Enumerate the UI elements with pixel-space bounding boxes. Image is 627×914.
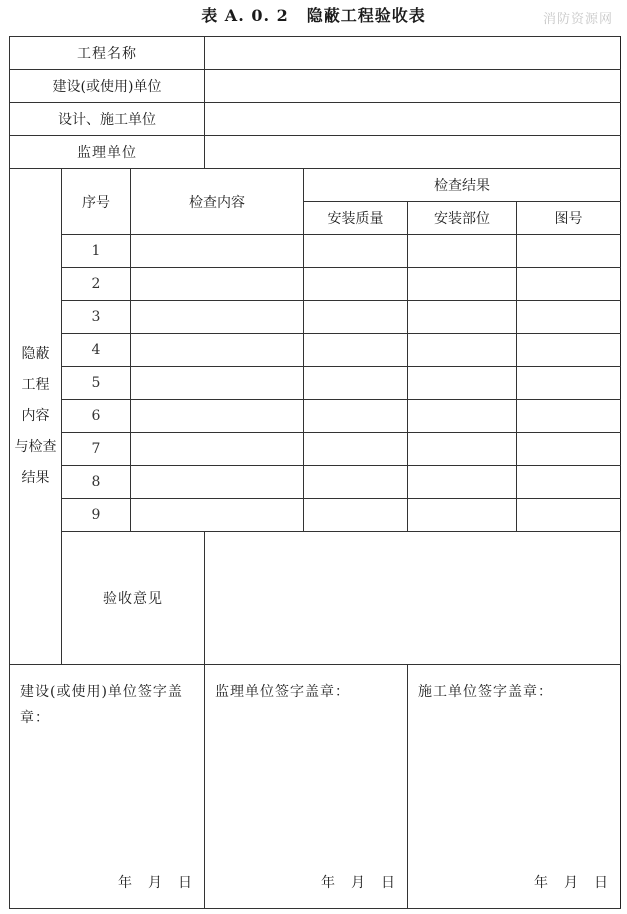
date-year: 年 (534, 875, 549, 891)
quality-cell[interactable] (304, 235, 408, 268)
date-day: 日 (594, 875, 609, 891)
side-label-line: 隐蔽 (21, 345, 50, 362)
date-month: 月 (564, 875, 579, 891)
form-title (0, 4, 627, 28)
side-label-line: 内容 (21, 407, 50, 424)
table-row (10, 433, 621, 466)
table-row (10, 301, 621, 334)
construction-signature-label: 施工单位签字盖章： (418, 683, 554, 700)
quality-cell[interactable] (304, 499, 408, 532)
drawing-cell[interactable] (517, 334, 621, 367)
opinion-label: 验收意见 (62, 532, 205, 664)
supervision-unit-label: 监理单位 (10, 136, 205, 169)
date-year: 年 (321, 875, 336, 891)
quality-cell[interactable] (304, 367, 408, 400)
row-number: 6 (62, 400, 131, 433)
table-row (10, 499, 621, 532)
content-cell[interactable] (131, 499, 304, 532)
drawing-cell[interactable] (517, 268, 621, 301)
col-header-content: 检查内容 (131, 169, 304, 235)
quality-cell[interactable] (304, 268, 408, 301)
info-row-design-construction (10, 103, 621, 136)
project-name-label: 工程名称 (10, 37, 205, 70)
position-cell[interactable] (408, 367, 517, 400)
side-label-line: 与检查 (14, 438, 57, 455)
content-cell[interactable] (131, 301, 304, 334)
opinion-row (10, 532, 621, 664)
owner-signature-box[interactable] (10, 664, 205, 908)
signature-row (10, 664, 621, 908)
content-cell[interactable] (131, 466, 304, 499)
position-cell[interactable] (408, 466, 517, 499)
position-cell[interactable] (408, 433, 517, 466)
supervision-signature-label: 监理单位签字盖章： (215, 683, 351, 700)
quality-cell[interactable] (304, 400, 408, 433)
owner-unit-field[interactable] (205, 70, 621, 103)
side-label-line: 工程 (21, 376, 50, 393)
position-cell[interactable] (408, 334, 517, 367)
date-day: 日 (178, 875, 193, 891)
acceptance-form-table (9, 36, 621, 909)
info-row-supervision-unit (10, 136, 621, 169)
hidden-works-side-label (10, 169, 62, 664)
project-name-field[interactable] (205, 37, 621, 70)
content-cell[interactable] (131, 367, 304, 400)
quality-cell[interactable] (304, 301, 408, 334)
side-label-line: 结果 (21, 469, 50, 486)
content-cell[interactable] (131, 334, 304, 367)
quality-cell[interactable] (304, 433, 408, 466)
col-header-result: 检查结果 (304, 169, 621, 202)
position-cell[interactable] (408, 499, 517, 532)
date-year: 年 (118, 875, 133, 891)
supervision-signature-date (305, 872, 395, 892)
design-construction-label: 设计、施工单位 (10, 103, 205, 136)
date-day: 日 (381, 875, 396, 891)
position-cell[interactable] (408, 400, 517, 433)
drawing-cell[interactable] (517, 400, 621, 433)
watermark: 消防资源网 (542, 12, 613, 27)
position-cell[interactable] (408, 301, 517, 334)
supervision-signature-box[interactable] (205, 664, 408, 908)
table-title: 隐蔽工程验收表 (306, 6, 426, 25)
drawing-cell[interactable] (517, 301, 621, 334)
supervision-unit-field[interactable] (205, 136, 621, 169)
info-row-project-name (10, 37, 621, 70)
info-row-owner-unit (10, 70, 621, 103)
design-construction-field[interactable] (205, 103, 621, 136)
table-row (10, 367, 621, 400)
construction-signature-box[interactable] (408, 664, 621, 908)
drawing-cell[interactable] (517, 499, 621, 532)
opinion-field[interactable] (205, 532, 621, 664)
row-number: 8 (62, 466, 131, 499)
table-number: 表 A. 0. 2 (201, 6, 289, 25)
table-row (10, 268, 621, 301)
content-cell[interactable] (131, 433, 304, 466)
position-cell[interactable] (408, 268, 517, 301)
drawing-cell[interactable] (517, 433, 621, 466)
construction-signature-date (518, 872, 608, 892)
quality-cell[interactable] (304, 466, 408, 499)
row-number: 4 (62, 334, 131, 367)
col-header-seq: 序号 (62, 169, 131, 235)
hidden-header-row (10, 169, 621, 202)
position-cell[interactable] (408, 235, 517, 268)
owner-unit-label: 建设(或使用)单位 (10, 70, 205, 103)
table-row (10, 400, 621, 433)
owner-signature-label: 建设(或使用)单位签字盖章： (20, 683, 183, 726)
table-row (10, 334, 621, 367)
content-cell[interactable] (131, 268, 304, 301)
owner-signature-date (102, 872, 192, 892)
date-month: 月 (148, 875, 163, 891)
row-number: 7 (62, 433, 131, 466)
table-row (10, 466, 621, 499)
col-header-drawing-number: 图号 (517, 202, 621, 235)
drawing-cell[interactable] (517, 235, 621, 268)
drawing-cell[interactable] (517, 466, 621, 499)
drawing-cell[interactable] (517, 367, 621, 400)
content-cell[interactable] (131, 235, 304, 268)
quality-cell[interactable] (304, 334, 408, 367)
content-cell[interactable] (131, 400, 304, 433)
table-row (10, 235, 621, 268)
date-month: 月 (351, 875, 366, 891)
col-header-install-quality: 安装质量 (304, 202, 408, 235)
col-header-install-position: 安装部位 (408, 202, 517, 235)
row-number: 5 (62, 367, 131, 400)
row-number: 3 (62, 301, 131, 334)
row-number: 1 (62, 235, 131, 268)
row-number: 2 (62, 268, 131, 301)
row-number: 9 (62, 499, 131, 532)
